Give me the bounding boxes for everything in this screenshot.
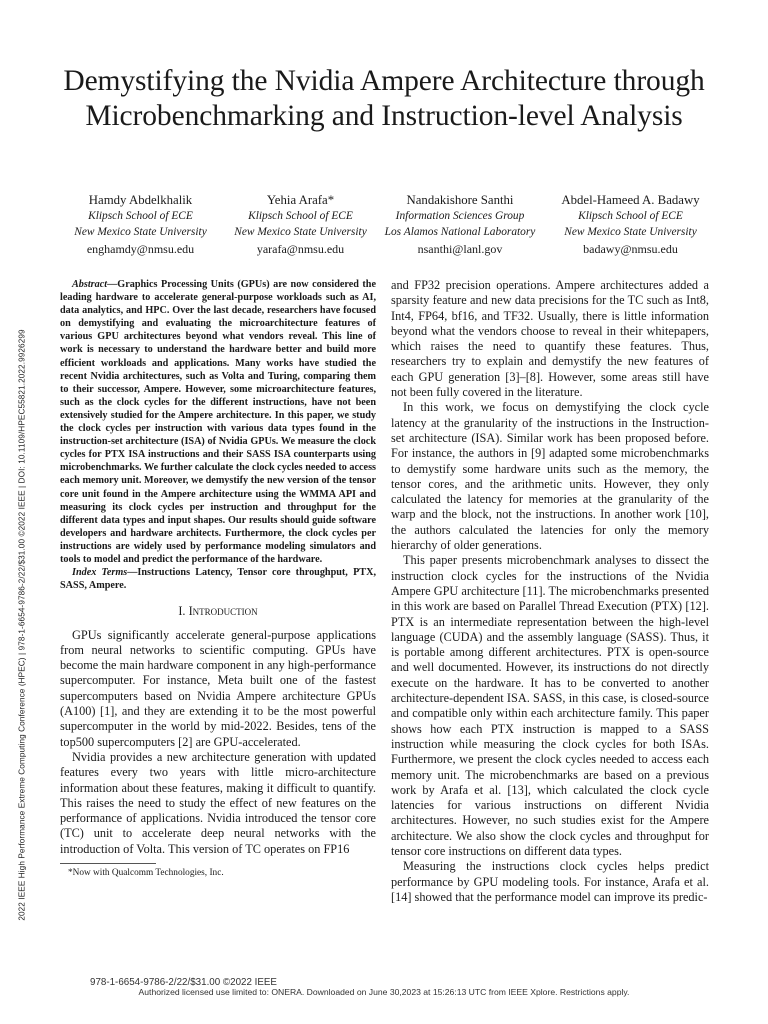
author-name: Yehia Arafa* [266, 193, 335, 207]
index-terms-lead: Index Terms [72, 567, 128, 579]
author-name: Abdel-Hameed A. Badawy [561, 193, 700, 207]
footnote-divider [60, 863, 156, 864]
left-column [60, 278, 376, 879]
footnote: *Now with Qualcomm Technologies, Inc. [68, 868, 224, 878]
paper-title: Demystifying the Nvidia Ampere Architecture through Microbenchmarking and Instruction-level Analysis [63, 65, 705, 133]
author-email: enghamdy@nmsu.edu [86, 241, 195, 256]
author-institution: New Mexico State University [564, 226, 697, 239]
body-paragraph: Measuring the instructions clock cycles helps predict performance by GPU modeling tools. For instance, Arafa et al. [14] showed that the performance model can improve its predic- [391, 859, 709, 904]
body-paragraph: In this work, we focus on demystifying the clock cycle latency at the granularity of the instructions in the Instruction-set architecture (ISA). Similar work has been proposed before. For instance, the authors in [9] adapted some microbenchmarks to demystify some hardware units such as the memory, the tensor cores, and the arithmetic units. However, they only calculated the latency for memories at the granularity of the warp and the block, not the instructions. In another work [10], the authors calculated the latencies for only the memory hierarchy of older generations. [391, 400, 709, 553]
author-institution: Los Alamos National Laboratory [384, 226, 536, 239]
author-name: Nandakishore Santhi [406, 193, 514, 207]
abstract [60, 278, 376, 566]
author-3 [374, 192, 546, 257]
author-1 [58, 192, 223, 257]
author-email: nsanthi@lanl.gov [417, 241, 503, 256]
body-paragraph: This paper presents microbenchmark analyses to dissect the instruction clock cycles for the instructions of the Nvidia Ampere GPU architecture [11]. The microbenchmarks presented in this work are based on Parallel Thread Execution (PTX) [12]. PTX is an intermediate representation between the high-level language (CUDA) and the assembly language (SASS). Thus, it is portable among different architectures. PTX is open-source and well documented. However, its instructions do not directly execute on the hardware. It has to be converted to another architecture-dependent ISA. SASS, in this case, is closed-source and compatible only within each architecture family. This paper shows how each PTX instruction is mapped to a SASS instruction while measuring the clock cycles for both ISAs. Furthermore, we present the clock cycles needed to access each memory unit. The microbenchmarks are based on a previous work by Arafa et al. [13], which calculated the clock cycle latencies for various instructions on different Nvidia architectures. However, no such studies exist for the Ampere architecture. We also show the clock cycles and throughput for tensor core instructions on different data types. [391, 553, 709, 858]
right-column [391, 278, 709, 905]
index-terms-text: —Instructions Latency, Tensor core throughput, PTX, SASS, Ampere. [60, 567, 376, 592]
author-institution: New Mexico State University [234, 226, 367, 239]
footer-copyright: 978-1-6654-9786-2/22/$31.00 ©2022 IEEE [90, 977, 277, 988]
abstract-text: —Graphics Processing Units (GPUs) are now considered the leading hardware to accelerate general-purpose workloads such as AI, data analytics, and HPC. Over the last decade, researchers have focused on demystifying and evaluating the microarchitecture features of various GPU architectures beyond what vendors reveal. This line of work is necessary to understand the hardware better and build more efficient workloads and applications. Many works have studied the recent Nvidia architectures, such as Volta and Turing, comparing them to their successor, Ampere. However, some microarchitecture features, such as the clock cycles for the different instructions, have not been extensively studied for the Ampere architecture. In this paper, we study the clock cycles per instruction with various data types found in the instruction-set architecture (ISA) of Nvidia GPUs. We measure the clock cycles for PTX ISA instructions and their SASS ISA counterparts using microbenchmarks. We further calculate the clock cycles needed to access each memory unit. Moreover, we demystify the new version of the tensor core unit found in the Ampere architecture using the WMMA API and measuring its clock cycles per instruction and throughput for the different data types and input shapes. Our results should guide software developers and hardware architects. Furthermore, the clock cycles per instructions are widely used by performance modeling simulators and tools to model and predict the performance of the hardware. [60, 279, 376, 565]
intro-paragraph: Nvidia provides a new architecture generation with updated features every two years with little micro-architecture information about these features, making it difficult to quantify. This raises the need to study the effect of new features on the performance of applications. Nvidia introduced the tensor core (TC) unit to accelerate deep neural networks with the introduction of Volta. This version of TC operates on FP16 [60, 749, 376, 856]
abstract-lead: Abstract [72, 279, 108, 290]
author-email: badawy@nmsu.edu [583, 241, 678, 256]
author-affiliation: Klipsch School of ECE [578, 210, 683, 223]
author-email: yarafa@nmsu.edu [256, 241, 345, 256]
index-terms [60, 566, 376, 592]
author-affiliation: Klipsch School of ECE [88, 210, 193, 223]
author-4 [548, 192, 713, 257]
author-name: Hamdy Abdelkhalik [88, 193, 193, 207]
footer-authorized-notice: Authorized licensed use limited to: ONERA. Downloaded on June 30,2023 at 15:26:13 UTC from IEEE Xplore. Restrictions apply. [138, 987, 630, 997]
author-2 [218, 192, 383, 257]
author-affiliation: Information Sciences Group [395, 210, 525, 223]
section-heading: I. Introduction [178, 604, 258, 619]
body-paragraph: and FP32 precision operations. Ampere architectures added a sparsity feature and new data precisions for the TC such as Int8, Int4, FP64, bf16, and TF32. Usually, there is little information beyond what the vendors choose to reveal in their whitepapers, which raises the need to quantify these features. Thus, researchers try to explain and demystify the new features of each GPU generation [3]–[8]. However, some areas still have not been fully covered in the literature. [391, 278, 709, 400]
side-identifier [12, 286, 32, 964]
side-identifier-text: 2022 IEEE High Performance Extreme Computing Conference (HPEC) | 978-1-6654-9786-2/22/$31.00 ©2022 IEEE | DOI: 10.1109/HPEC55821.2022.9926299 [17, 329, 27, 921]
author-block [58, 192, 713, 262]
intro-paragraph: GPUs significantly accelerate general-purpose applications from neural networks to scientific computing. GPUs have become the main hardware component in any high-performance supercomputer. For instance, Meta built one of the fastest supercomputers based on Nvidia Ampere architecture GPUs (A100) [1], and they are extending it to be the most powerful supercomputer in the world by mid-2022. Besides, tens of the top500 supercomputers [2] are GPU-accelerated. [60, 627, 376, 749]
author-affiliation: Klipsch School of ECE [248, 210, 353, 223]
author-institution: New Mexico State University [74, 226, 207, 239]
